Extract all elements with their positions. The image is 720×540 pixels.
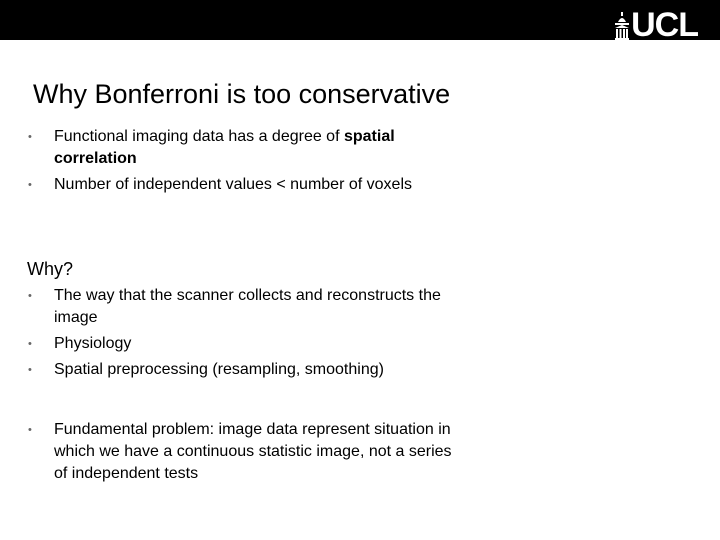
bullet-icon: • bbox=[28, 290, 32, 302]
bullet-text: Fundamental problem: image data represent situation in which we have a continuous statistic image, not a series of independent tests bbox=[54, 421, 452, 482]
bullet-icon: • bbox=[28, 338, 32, 350]
logo-text: UCL bbox=[631, 6, 698, 44]
list-item bbox=[0, 174, 454, 196]
ucl-portico-icon bbox=[615, 12, 629, 40]
bullet-text-bold: spatial correlation bbox=[54, 128, 395, 167]
bullet-text: Spatial preprocessing (resampling, smoothing) bbox=[54, 361, 384, 378]
bullet-icon: • bbox=[28, 179, 32, 191]
list-item bbox=[0, 126, 454, 170]
bullet-icon: • bbox=[28, 364, 32, 376]
bullet-list-conclusion bbox=[0, 419, 454, 485]
bullet-icon: • bbox=[28, 131, 32, 143]
bullet-text: Number of independent values < number of voxels bbox=[54, 176, 412, 193]
subheading: Why? bbox=[27, 259, 74, 279]
bullet-list-main bbox=[0, 126, 454, 196]
slide-title: Why Bonferroni is too conservative bbox=[33, 79, 451, 109]
bullet-list-reasons bbox=[0, 285, 454, 381]
list-item bbox=[0, 419, 454, 485]
ucl-logo bbox=[615, 6, 698, 44]
bullet-text: Physiology bbox=[54, 335, 132, 352]
list-item bbox=[0, 359, 454, 381]
bullet-icon: • bbox=[28, 424, 32, 436]
header-bar bbox=[0, 0, 720, 44]
bullet-text: The way that the scanner collects and reconstructs the image bbox=[54, 287, 441, 326]
list-item bbox=[0, 333, 454, 355]
list-item bbox=[0, 285, 454, 329]
bullet-text: Functional imaging data has a degree of bbox=[54, 128, 344, 145]
